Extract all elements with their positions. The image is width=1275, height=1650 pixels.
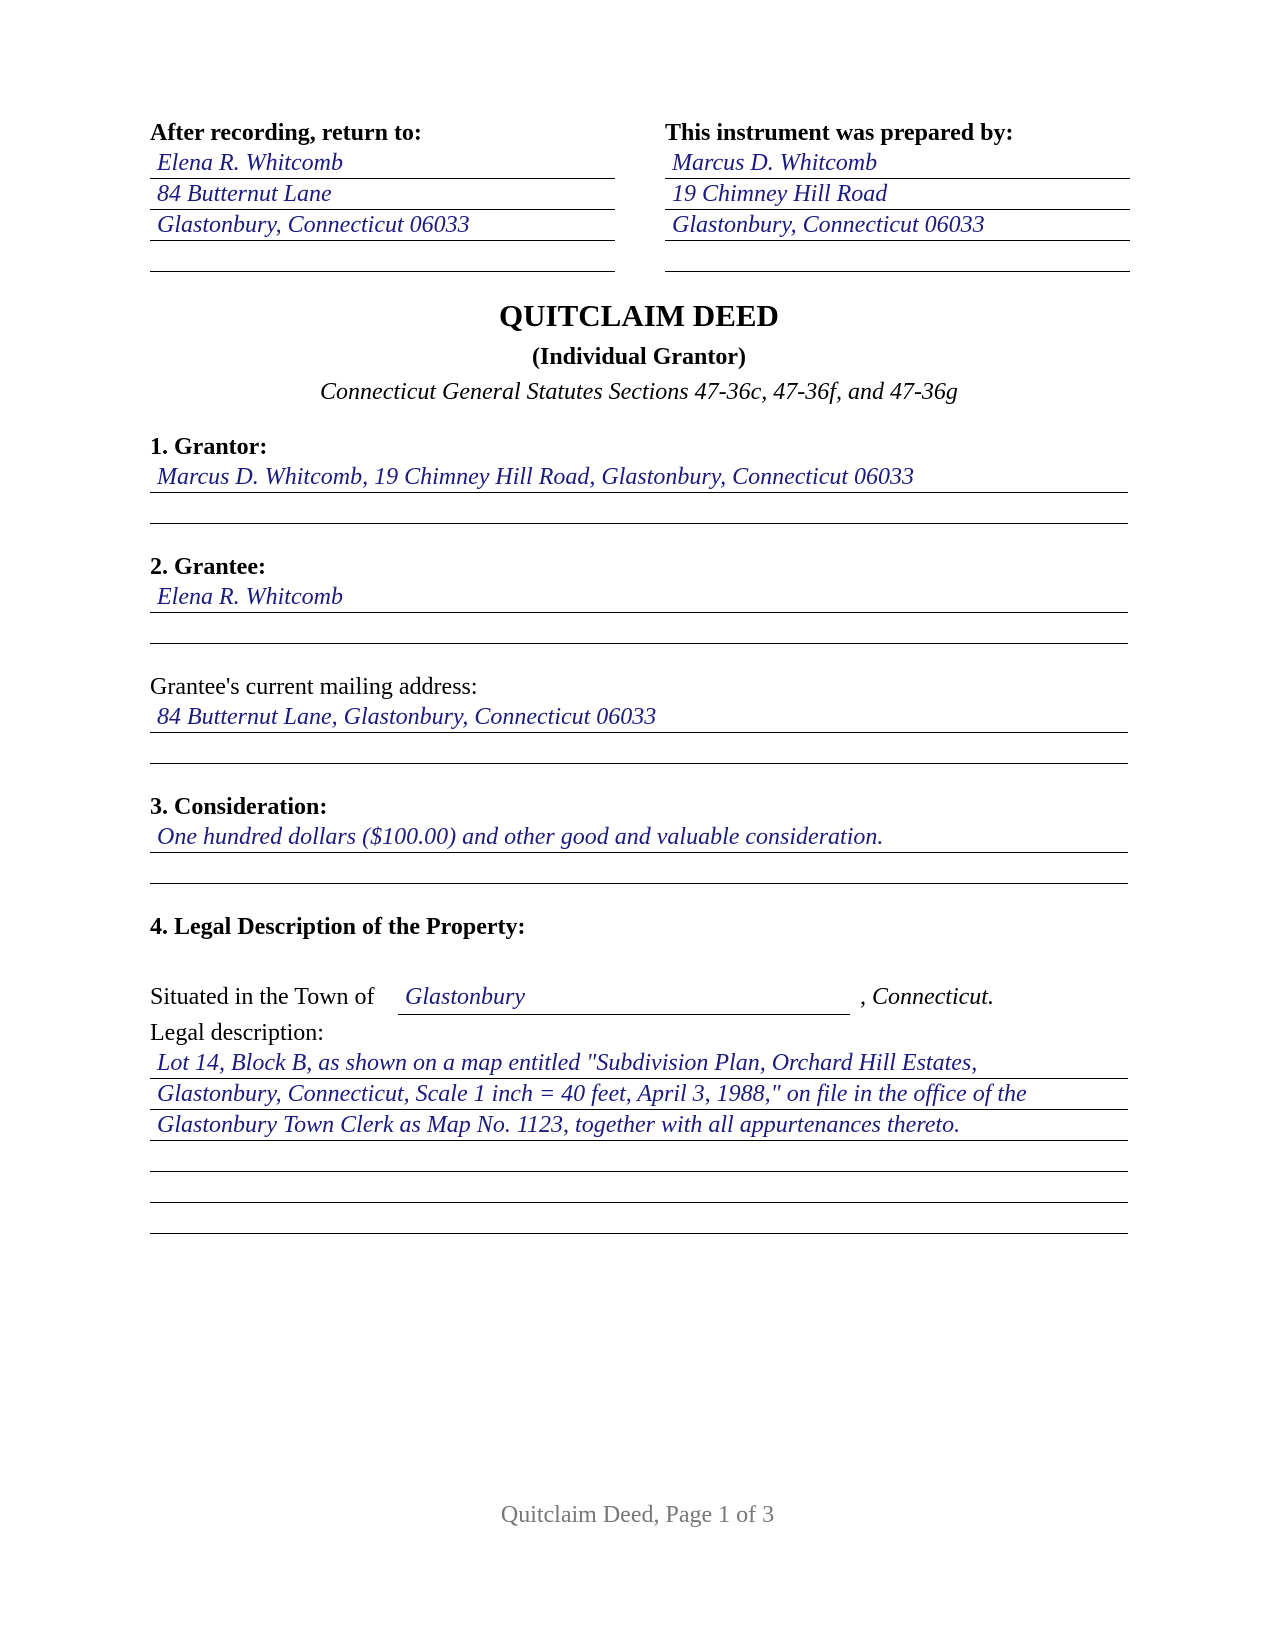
grantee-section	[150, 552, 1128, 644]
town-tail-text: , Connecticut.	[860, 984, 994, 1010]
return-to-blank-line[interactable]	[150, 241, 615, 272]
document-title-block	[150, 296, 1128, 407]
legal-desc-label: Legal description:	[150, 1020, 324, 1046]
grantee-field[interactable]: Elena R. Whitcomb	[150, 582, 1128, 613]
return-to-name-field[interactable]: Elena R. Whitcomb	[150, 148, 615, 179]
return-to-city-field[interactable]: Glastonbury, Connecticut 06033	[150, 210, 615, 241]
header-addresses	[150, 118, 1128, 288]
legal-description-heading	[150, 912, 1128, 942]
legal-desc-blank-line-1[interactable]	[150, 1141, 1128, 1172]
prepared-by-city-field[interactable]: Glastonbury, Connecticut 06033	[665, 210, 1130, 241]
grantor-section	[150, 432, 1128, 524]
consideration-blank-line[interactable]	[150, 853, 1128, 884]
grantee-address-blank-line[interactable]	[150, 733, 1128, 764]
legal-desc-blank-line-3[interactable]	[150, 1203, 1128, 1234]
town-row	[150, 982, 1128, 1014]
legal-description-label: 4. Legal Description of the Property:	[150, 914, 526, 940]
prepared-by-label: This instrument was prepared by:	[665, 120, 1014, 146]
prepared-by-name-field[interactable]: Marcus D. Whitcomb	[665, 148, 1130, 179]
grantor-label: 1. Grantor:	[150, 434, 268, 460]
legal-desc-line-1[interactable]: Lot 14, Block B, as shown on a map entitled "Subdivision Plan, Orchard Hill Estates,	[150, 1048, 1128, 1079]
return-to-block	[150, 118, 615, 272]
prepared-by-blank-line[interactable]	[665, 241, 1130, 272]
grantee-address-section	[150, 672, 1128, 764]
consideration-field[interactable]: One hundred dollars ($100.00) and other good and valuable consideration.	[150, 822, 1128, 853]
deed-page	[150, 0, 1128, 1650]
page-footer: Quitclaim Deed, Page 1 of 3	[500, 1502, 775, 1528]
grantor-field[interactable]: Marcus D. Whitcomb, 19 Chimney Hill Road, Glastonbury, Connecticut 06033	[150, 462, 1128, 493]
grantor-blank-line[interactable]	[150, 493, 1128, 524]
return-to-street-field[interactable]: 84 Butternut Lane	[150, 179, 615, 210]
consideration-label: 3. Consideration:	[150, 794, 328, 820]
grantee-label: 2. Grantee:	[150, 554, 266, 580]
legal-desc-line-2[interactable]: Glastonbury, Connecticut, Scale 1 inch = 40 feet, April 3, 1988," on file in the office of the	[150, 1079, 1128, 1110]
statute-reference: Connecticut General Statutes Sections 47-36c, 47-36f, and 47-36g	[320, 379, 958, 405]
legal-desc-blank-line-2[interactable]	[150, 1172, 1128, 1203]
grantee-address-field[interactable]: 84 Butternut Lane, Glastonbury, Connecticut 06033	[150, 702, 1128, 733]
prepared-by-street-field[interactable]: 19 Chimney Hill Road	[665, 179, 1130, 210]
prepared-by-block	[665, 118, 1130, 272]
grantee-address-label: Grantee's current mailing address:	[150, 674, 478, 700]
document-subtitle: (Individual Grantor)	[531, 344, 747, 370]
town-lead-text: Situated in the Town of	[150, 984, 375, 1010]
return-to-label: After recording, return to:	[150, 120, 422, 146]
document-title: QUITCLAIM DEED	[499, 298, 779, 333]
legal-description-body	[150, 1018, 1128, 1234]
legal-desc-line-3[interactable]: Glastonbury Town Clerk as Map No. 1123, together with all appurtenances thereto.	[150, 1110, 1128, 1141]
grantee-blank-line[interactable]	[150, 613, 1128, 644]
consideration-section	[150, 792, 1128, 884]
town-field[interactable]: Glastonbury	[398, 982, 850, 1015]
